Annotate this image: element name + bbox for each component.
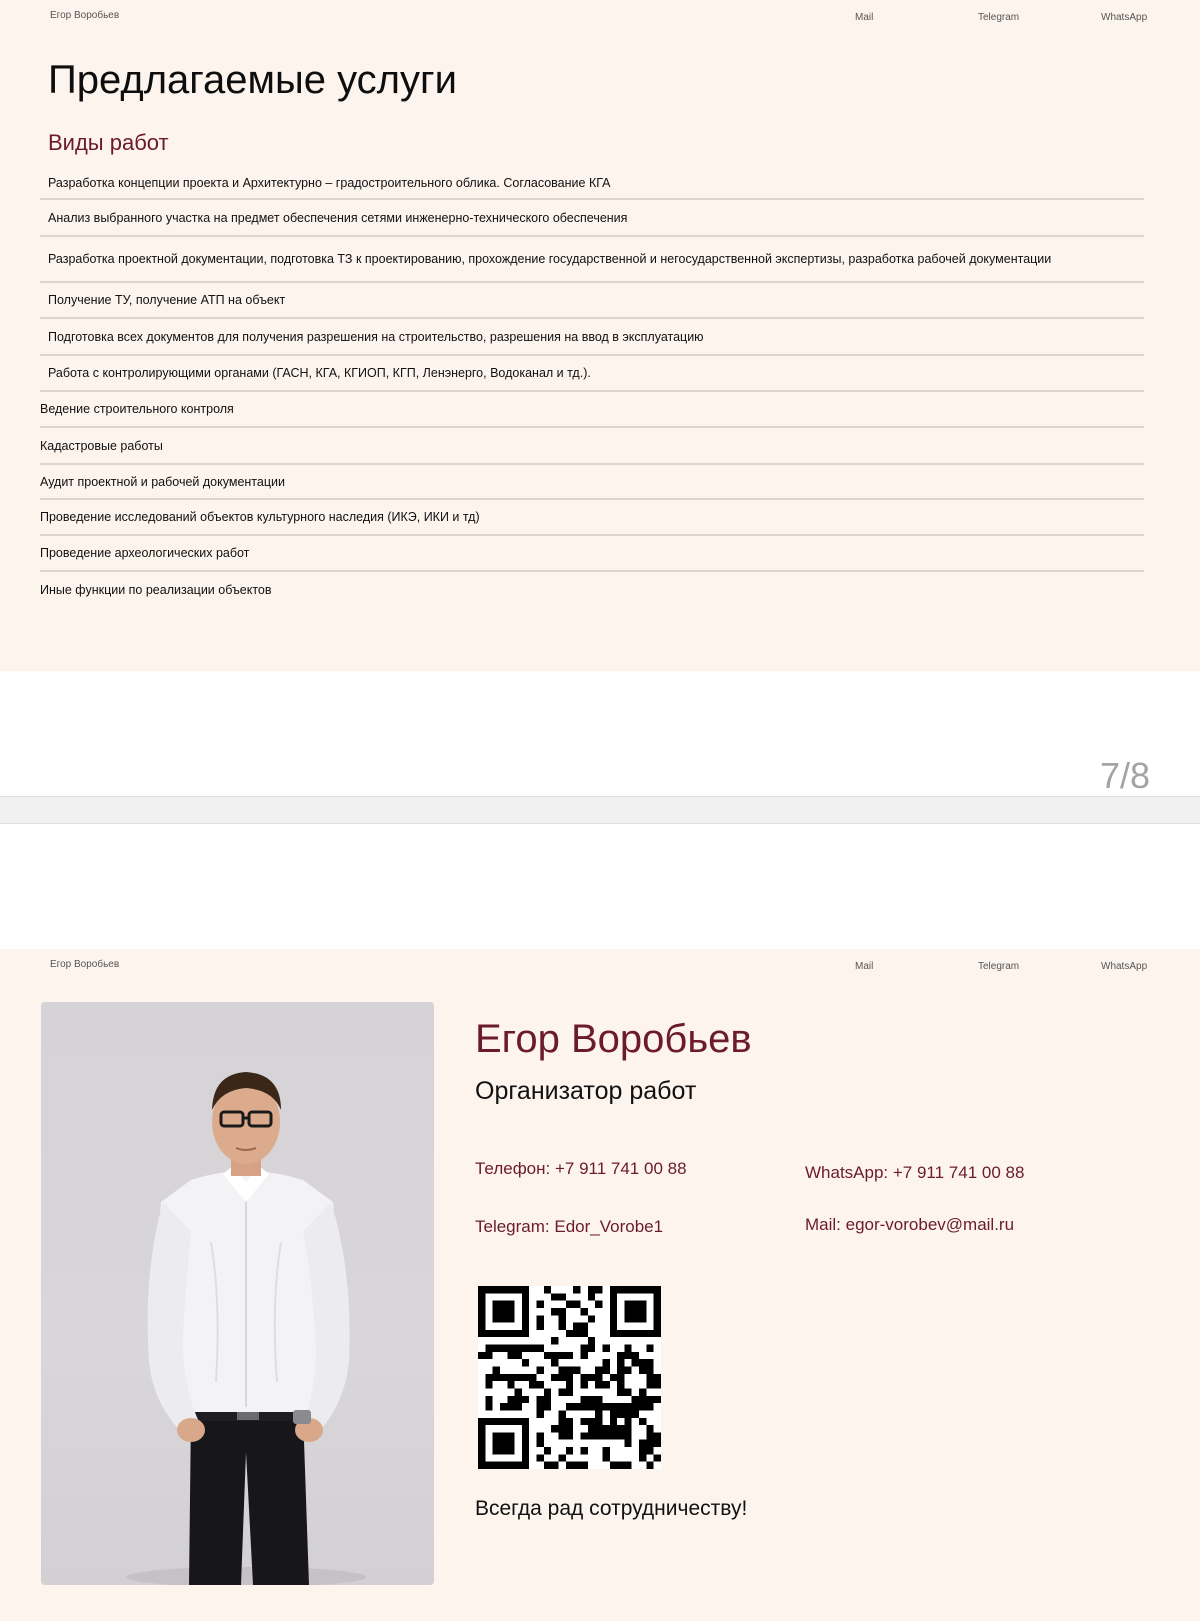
list-item: Иные функции по реализации объектов <box>40 583 272 597</box>
nav-telegram-link[interactable]: Telegram <box>978 12 1020 23</box>
header-author: Егор Воробьев <box>50 10 120 21</box>
qr-code-icon[interactable] <box>478 1286 661 1469</box>
list-item: Ведение строительного контроля <box>40 392 1144 428</box>
page-separator <box>0 796 1200 824</box>
slide-header <box>0 949 1200 979</box>
page-title: Предлагаемые услуги <box>48 58 457 102</box>
list-item: Аудит проектной и рабочей документации <box>40 465 1144 500</box>
closing-text: Всегда рад сотрудничеству! <box>475 1497 748 1520</box>
list-item: Разработка концепции проекта и Архитектурно – градостроительного облика. Согласование КГА <box>40 168 1144 200</box>
list-item: Проведение исследований объектов культурного наследия (ИКЭ, ИКИ и тд) <box>40 500 1144 536</box>
list-item: Разработка проектной документации, подготовка ТЗ к проектированию, прохождение государственной и негосударственной экспертизы, разработка рабочей документации <box>40 237 1144 283</box>
telegram-contact[interactable]: Telegram: Edor_Vorobe1 <box>475 1217 664 1236</box>
services-slide <box>0 0 1200 671</box>
portrait-illustration <box>41 1002 434 1585</box>
section-subtitle: Виды работ <box>48 130 169 155</box>
phone-contact[interactable]: Телефон: +7 911 741 00 88 <box>475 1159 687 1178</box>
contact-slide <box>0 949 1200 1621</box>
person-role: Организатор работ <box>475 1077 697 1105</box>
portrait-photo <box>41 1002 434 1585</box>
mail-contact[interactable]: Mail: egor-vorobev@mail.ru <box>805 1215 1015 1234</box>
nav-telegram-link[interactable]: Telegram <box>978 961 1020 972</box>
page-number: 7/8 <box>1099 755 1150 796</box>
nav-mail-link[interactable]: Mail <box>855 12 874 23</box>
services-list <box>40 168 1144 608</box>
list-item: Проведение археологических работ <box>40 536 1144 572</box>
list-item: Получение ТУ, получение АТП на объект <box>40 283 1144 319</box>
list-item: Подготовка всех документов для получения разрешения на строительство, разрешения на ввод в эксплуатацию <box>40 319 1144 356</box>
nav-mail-link[interactable]: Mail <box>855 961 874 972</box>
person-name: Егор Воробьев <box>475 1017 752 1061</box>
list-item: Работа с контролирующими органами (ГАСН, КГА, КГИОП, КГП, Ленэнерго, Водоканал и тд.). <box>40 356 1144 392</box>
list-item: Анализ выбранного участка на предмет обеспечения сетями инженерно-технического обеспечения <box>40 200 1144 237</box>
list-item: Кадастровые работы <box>40 428 1144 465</box>
whatsapp-contact[interactable]: WhatsApp: +7 911 741 00 88 <box>805 1163 1025 1182</box>
slide-header <box>0 0 1200 30</box>
nav-whatsapp-link[interactable]: WhatsApp <box>1101 12 1148 23</box>
header-author: Егор Воробьев <box>50 959 120 970</box>
nav-whatsapp-link[interactable]: WhatsApp <box>1101 961 1148 972</box>
